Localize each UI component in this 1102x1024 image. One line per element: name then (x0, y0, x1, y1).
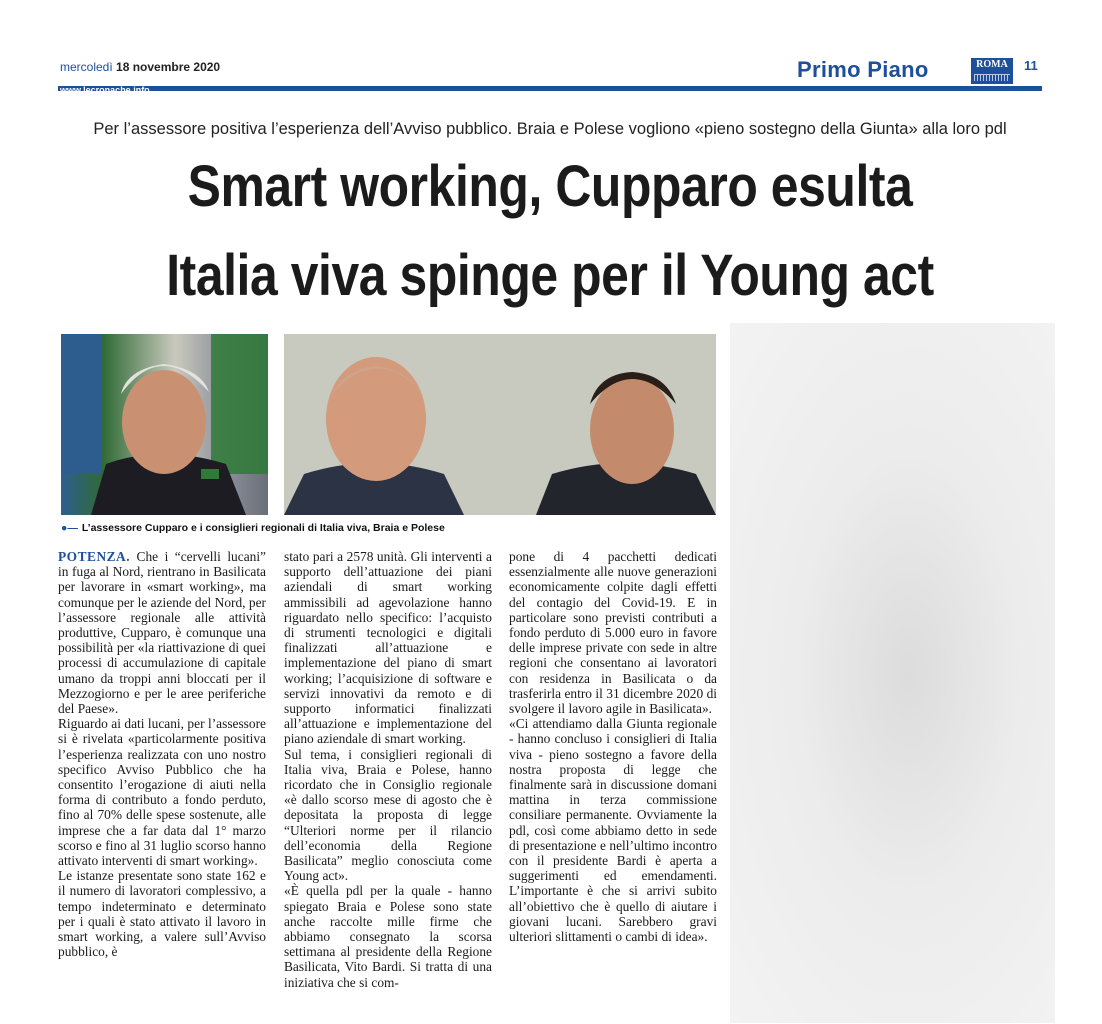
dateline: POTENZA. (58, 549, 131, 564)
headline-line-1: Smart working, Cupparo esulta (187, 154, 913, 219)
portrait-image (284, 334, 716, 515)
photo-caption (61, 522, 445, 534)
paragraph: Le istanze presentate sono state 162 e il numero di lavoratori complessivo, a tempo indeterminato e determinato per i quali è stato attivato il lavoro in smart working, a valere sull’Avviso pubblico, è (58, 868, 266, 960)
paragraph: Sul tema, i consiglieri regionali di Italia viva, Braia e Polese, hanno ricordato che in Consiglio regionale «è dallo scorso mese di agosto che è depositata la proposta di legge “Ulteriori norme per il rilancio dell’economia della Regione Basilicata” meglio conosciuta come Young act». (284, 746, 492, 884)
paragraph: pone di 4 pacchetti dedicati essenzialmente alle nuove generazioni economicamente colpite dagli effetti del contagio del Covid-19. E in particolare sono previsti contributi a fondo perduto di 5.000 euro in favore delle imprese private con sede in altre regioni che consentano ai lavoratori con residenza in Basilicata o da trasferirla entro il 31 dicembre 2020 di svolgere il lavoro agile in Basilicata». (509, 549, 717, 717)
site-url[interactable]: www.lecronache.info (60, 85, 150, 95)
article-column-2 (284, 549, 492, 990)
portrait-image (61, 334, 268, 515)
kicker: Per l’assessore positiva l’esperienza dell’Avviso pubblico. Braia e Polese vogliono «pieno sostegno della Giunta» alla loro pdl (93, 120, 1007, 138)
paragraph: «Ci attendiamo dalla Giunta regionale - hanno concluso i consiglieri di Italia viva - pieno sostegno a favore della nostra proposta di legge che finalmente sarà in discussione domani mattina in terza commissione consiliare permanente. Ovviamente la pdl, così come abbiamo detto in sede di presentazione e nell’ultimo incontro con il presidente Bardi è aperta a suggerimenti ed emendamenti. L’importante è che si arrivi subito all’obiettivo che è quello di aiutare i giovani lucani. Sarebbero gravi ulteriori slittamenti o cambi di idea». (509, 716, 717, 945)
photo-braia-polese (284, 334, 716, 515)
photo-cupparo (61, 334, 268, 515)
headline-line-2: Italia viva spinge per il Young act (166, 243, 934, 308)
caption-text: L’assessore Cupparo e i consiglieri regionali di Italia viva, Braia e Polese (81, 522, 445, 534)
date: 18 novembre 2020 (116, 60, 221, 74)
paragraph: POTENZA. Che i “cervelli lucani” in fuga al Nord, rientrano in Basilicata per lavorare in «smart working», ma comunque per le aziende del Nord, per l’assessore regionale alle attività produttive, Cupparo, è comunque una possibilità per «la riattivazione di quei processi di accumulazione di capitale umano da troppi anni bloccati per il Mezzogiorno e per le aree periferiche del Paese». (58, 549, 266, 717)
advertisement-placeholder (730, 323, 1055, 1023)
bullet-icon: ●— (61, 522, 78, 534)
logo-text: ROMA (976, 59, 1008, 70)
newspaper-logo (971, 58, 1013, 84)
page-number: 11 (1024, 58, 1038, 73)
paragraph: stato pari a 2578 unità. Gli interventi a supporto dell’attuazione dei piani aziendali di smart working ammissibili ad agevolazione hanno riguardato nello specifico: l’acquisto di strumenti tecnologici e digitali finalizzati all’attuazione e implementazione del piano di smart working; l’acquisizione di software e servizi innovativi da remoto e di supporto informatici finalizzati all’attuazione e implementazione del piano aziendale di smart working. (284, 549, 492, 747)
section-title: Primo Piano (797, 57, 929, 82)
paragraph: «È quella pdl per la quale - hanno spiegato Braia e Polese sono state anche raccolte mille firme che abbiamo consegnato la scorsa settimana al presidente della Regione Basilicata, Vito Bardi. Si tratta di una iniziativa che si com- (284, 883, 492, 990)
issue-date (60, 60, 220, 74)
paragraph: Riguardo ai dati lucani, per l’assessore si è rivelata «particolarmente positiva l’esperienza realizzata con uno nostro specifico Avviso Pubblico che ha consentito l’erogazione di aiuti nella forma di contributo a fondo perduto, fino al 70% delle spese sostenute, alle imprese che a far data dal 1° marzo scorso e fino al 31 luglio scorso hanno attivato interventi di smart working». (58, 716, 266, 869)
article-column-1 (58, 549, 266, 959)
logo-skyline-icon (974, 74, 1010, 81)
article-column-3 (509, 549, 717, 944)
weekday: mercoledì (60, 60, 113, 74)
header-rule (58, 86, 1042, 91)
